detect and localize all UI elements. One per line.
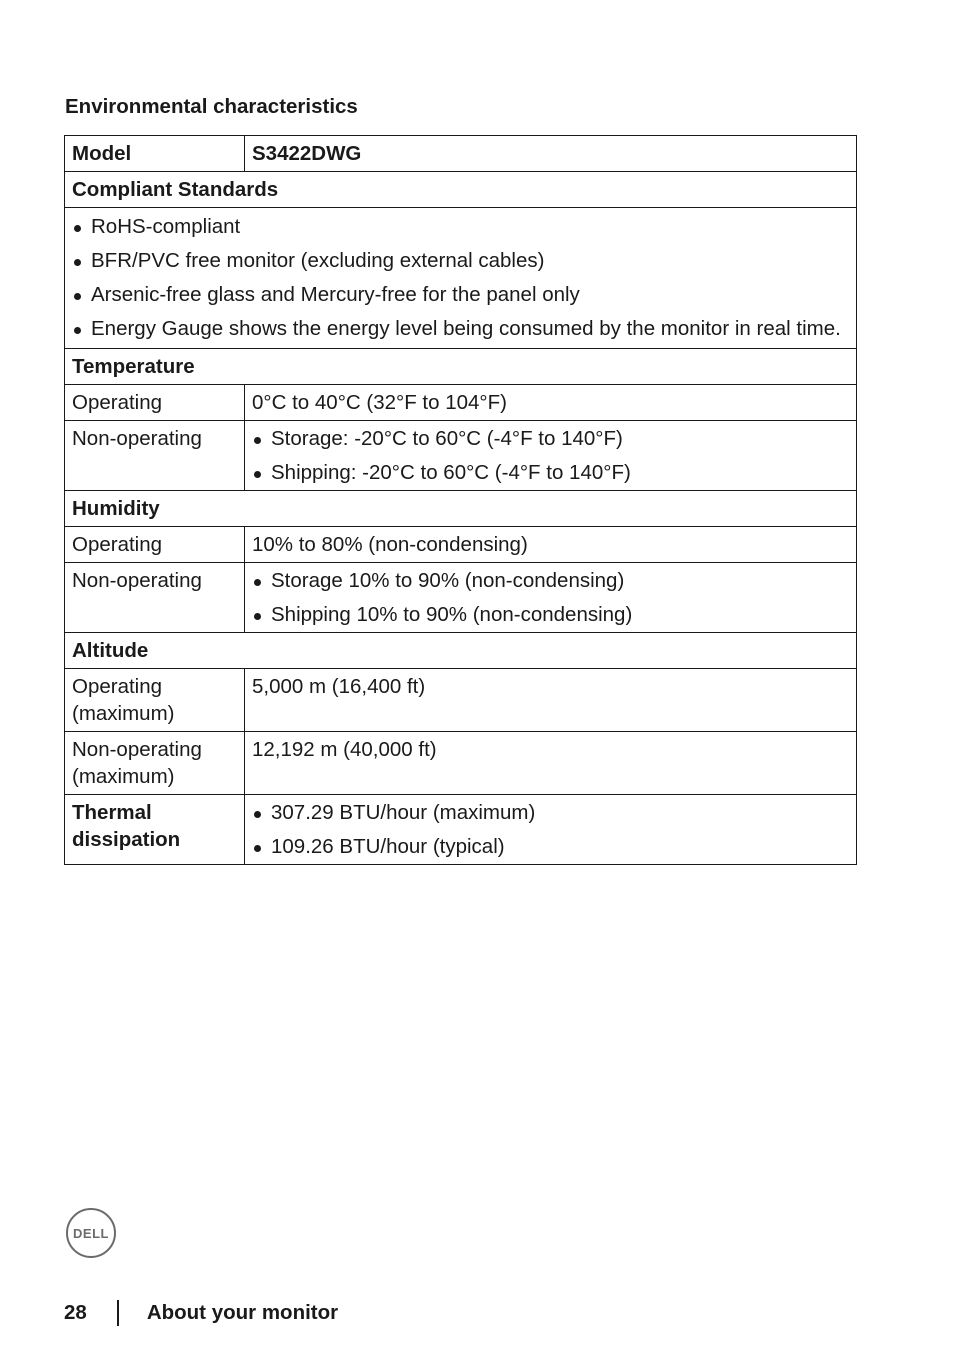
list-item: Shipping 10% to 90% (non-condensing) — [252, 601, 850, 628]
humidity-heading: Humidity — [65, 491, 857, 527]
bullet-icon — [74, 259, 81, 266]
temperature-operating-label: Operating — [65, 385, 245, 421]
environmental-spec-table — [64, 135, 857, 865]
altitude-operating-value: 5,000 m (16,400 ft) — [245, 669, 857, 732]
temperature-heading: Temperature — [65, 349, 857, 385]
table-row — [65, 732, 857, 795]
table-row-compliant-heading — [65, 172, 857, 208]
bullet-icon — [74, 293, 81, 300]
bullet-icon — [74, 225, 81, 232]
bullet-icon — [254, 437, 261, 444]
list-item: 109.26 BTU/hour (typical) — [252, 833, 850, 860]
altitude-operating-label: Operating (maximum) — [65, 669, 245, 732]
bullet-icon — [74, 327, 81, 334]
table-row — [65, 421, 857, 491]
compliant-standards-list — [72, 213, 850, 342]
table-row — [65, 669, 857, 732]
list-item: Storage: -20°C to 60°C (-4°F to 140°F) — [252, 425, 850, 452]
table-row — [65, 563, 857, 633]
temperature-nonoperating-label: Non-operating — [65, 421, 245, 491]
footer-section-title: About your monitor — [146, 1301, 339, 1324]
table-row — [65, 385, 857, 421]
bullet-icon — [254, 845, 261, 852]
list-item: 307.29 BTU/hour (maximum) — [252, 799, 850, 826]
page-number: 28 — [64, 1301, 87, 1324]
list-item: Arsenic-free glass and Mercury-free for the panel only — [72, 281, 850, 308]
table-row-thermal — [65, 795, 857, 865]
table-row — [65, 527, 857, 563]
list-item: Shipping: -20°C to 60°C (-4°F to 140°F) — [252, 459, 850, 486]
altitude-heading: Altitude — [65, 633, 857, 669]
table-row-compliant-items — [65, 208, 857, 349]
thermal-dissipation-label: Thermal dissipation — [65, 795, 245, 865]
list-item: RoHS-compliant — [72, 213, 850, 240]
compliant-standards-heading: Compliant Standards — [65, 172, 857, 208]
bullet-icon — [254, 613, 261, 620]
bullet-icon — [254, 471, 261, 478]
list-item: BFR/PVC free monitor (excluding external cables) — [72, 247, 850, 274]
humidity-operating-label: Operating — [65, 527, 245, 563]
altitude-nonoperating-label: Non-operating (maximum) — [65, 732, 245, 795]
temperature-nonoperating-list — [252, 425, 850, 486]
humidity-nonoperating-label: Non-operating — [65, 563, 245, 633]
model-value: S3422DWG — [245, 136, 857, 172]
list-item: Storage 10% to 90% (non-condensing) — [252, 567, 850, 594]
thermal-dissipation-list — [252, 799, 850, 860]
section-title: Environmental characteristics — [65, 95, 358, 118]
footer-divider — [117, 1300, 119, 1326]
table-row-temperature-heading — [65, 349, 857, 385]
dell-logo: DELL — [66, 1208, 116, 1258]
table-row-altitude-heading — [65, 633, 857, 669]
altitude-nonoperating-value: 12,192 m (40,000 ft) — [245, 732, 857, 795]
model-label: Model — [65, 136, 245, 172]
humidity-nonoperating-list — [252, 567, 850, 628]
table-row-humidity-heading — [65, 491, 857, 527]
temperature-operating-value: 0°C to 40°C (32°F to 104°F) — [245, 385, 857, 421]
list-item: Energy Gauge shows the energy level being consumed by the monitor in real time. — [72, 315, 850, 342]
table-row-model — [65, 136, 857, 172]
bullet-icon — [254, 579, 261, 586]
bullet-icon — [254, 811, 261, 818]
humidity-operating-value: 10% to 80% (non-condensing) — [245, 527, 857, 563]
page-footer — [64, 1300, 338, 1326]
